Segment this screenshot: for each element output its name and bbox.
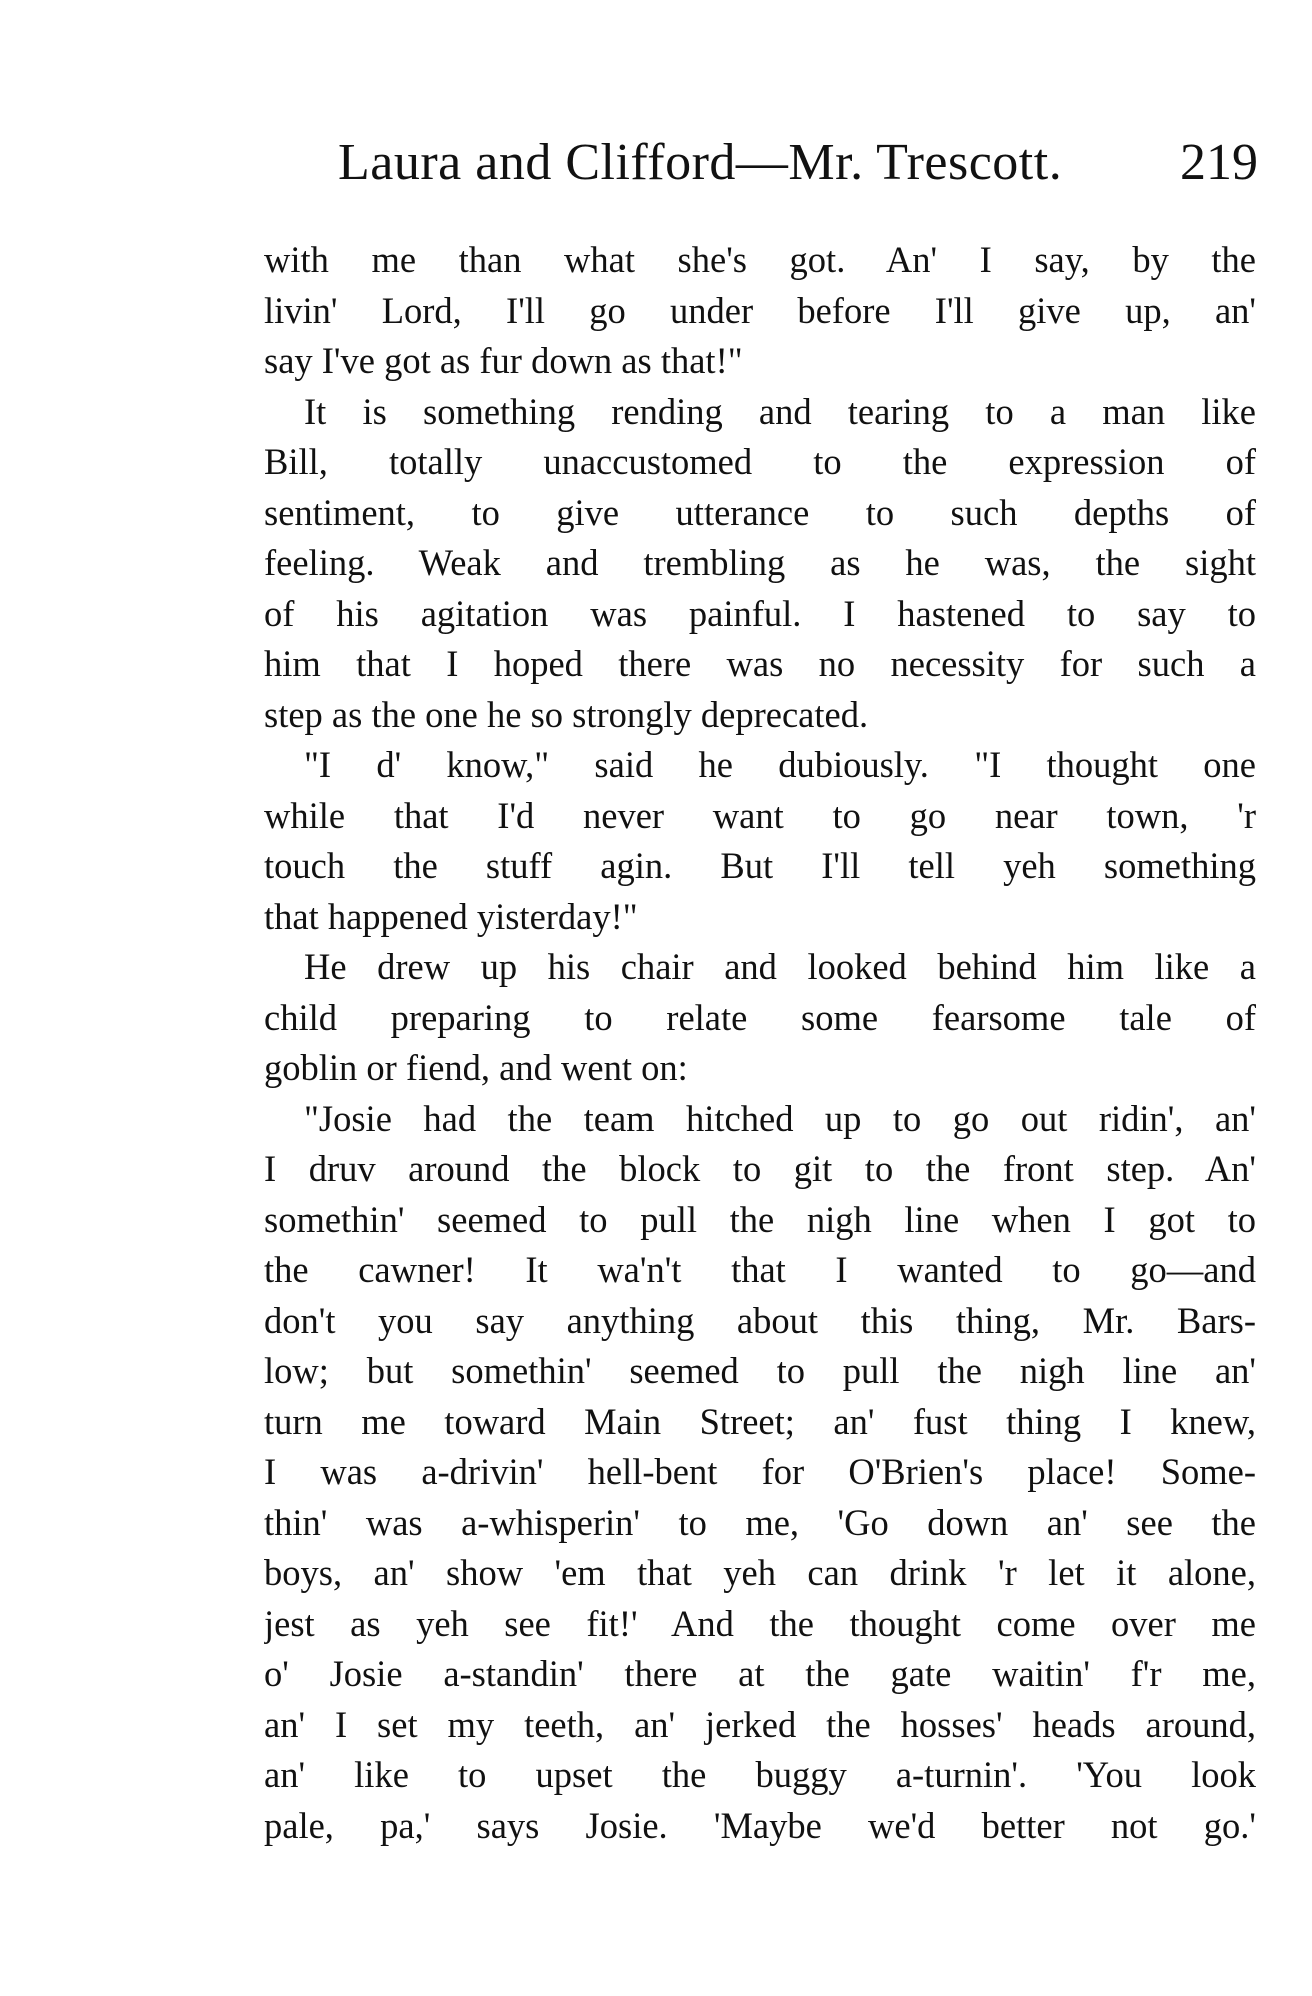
text-line: don't you say anything about this thing, Mr. Bars- xyxy=(264,1299,1256,1341)
text-line: say I've got as fur down as that!" xyxy=(264,340,743,381)
text-line: an' I set my teeth, an' jerked the hosses' heads around, xyxy=(264,1703,1256,1745)
text-line: It is something rending and tearing to a man like xyxy=(304,390,1256,432)
text-line: o' Josie a-standin' there at the gate waitin' f'r me, xyxy=(264,1653,1256,1694)
text-line: livin' Lord, I'll go under before I'll give up, an' xyxy=(264,289,1256,331)
text-line: He drew up his chair and looked behind him like a xyxy=(304,946,1256,987)
text-line: somethin' seemed to pull the nigh line when I got to xyxy=(264,1198,1256,1240)
text-line: step as the one he so strongly deprecated. xyxy=(264,693,869,735)
text-line: boys, an' show 'em that yeh can drink 'r let it alone, xyxy=(264,1552,1256,1593)
text-line: thin' was a-whisperin' to me, 'Go down an' see the xyxy=(264,1501,1256,1543)
text-line: touch the stuff agin. But I'll tell yeh something xyxy=(264,845,1256,886)
text-line: I was a-drivin' hell-bent for O'Brien's place! Some- xyxy=(264,1451,1256,1492)
text-line: sentiment, to give utterance to such depths of xyxy=(264,491,1256,533)
text-line: the cawner! It wa'n't that I wanted to go—and xyxy=(264,1249,1256,1290)
text-line: goblin or fiend, and went on: xyxy=(264,1047,688,1088)
body-text xyxy=(264,235,1256,1851)
text-line: child preparing to relate some fearsome tale of xyxy=(264,996,1256,1038)
text-line: turn me toward Main Street; an' fust thing I knew, xyxy=(264,1400,1256,1442)
text-line: while that I'd never want to go near town, 'r xyxy=(264,794,1256,836)
text-line: with me than what she's got. An' I say, by the xyxy=(264,239,1256,280)
text-line: low; but somethin' seemed to pull the nigh line an' xyxy=(264,1350,1256,1391)
text-line: of his agitation was painful. I hastened to say to xyxy=(264,592,1256,634)
text-line: him that I hoped there was no necessity for such a xyxy=(264,643,1256,684)
text-line: "I d' know," said he dubiously. "I thought one xyxy=(304,744,1256,785)
text-line: pale, pa,' says Josie. 'Maybe we'd better not go.' xyxy=(264,1804,1256,1846)
text-line: an' like to upset the buggy a-turnin'. 'You look xyxy=(264,1754,1256,1795)
text-line: Bill, totally unaccustomed to the expression of xyxy=(264,441,1256,482)
page-number: 219 xyxy=(1180,134,1258,191)
running-head xyxy=(338,128,1258,198)
text-line: feeling. Weak and trembling as he was, the sight xyxy=(264,542,1256,583)
running-title: Laura and Clifford—Mr. Trescott. xyxy=(338,134,1063,191)
text-line: that happened yisterday!" xyxy=(264,895,638,937)
text-line: jest as yeh see fit!' And the thought come over me xyxy=(264,1602,1256,1644)
text-line: "Josie had the team hitched up to go out ridin', an' xyxy=(304,1097,1256,1139)
text-line: I druv around the block to git to the front step. An' xyxy=(264,1148,1256,1189)
